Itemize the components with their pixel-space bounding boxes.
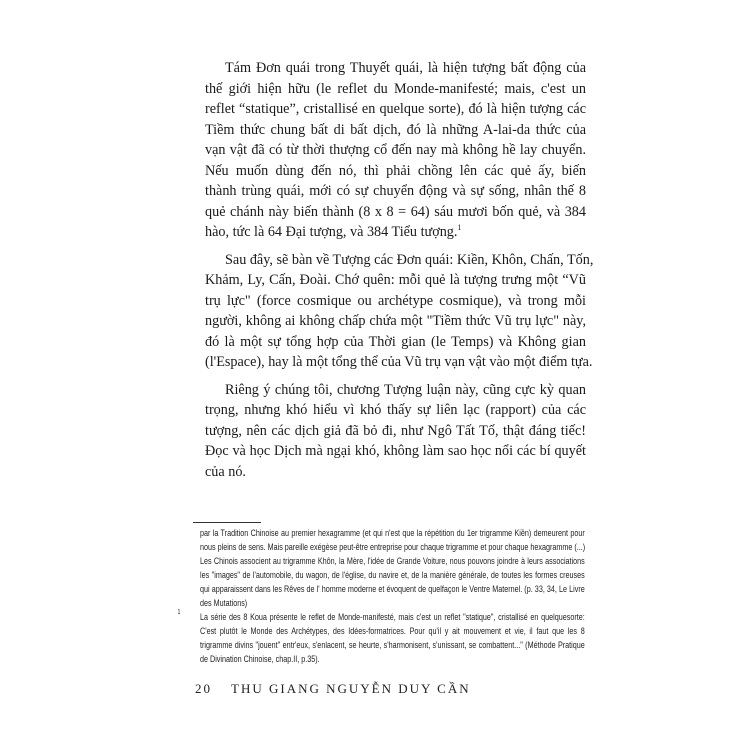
text-line: tượng, nên các dịch giả đã bỏ đi, như Ngô Tất Tố, thật đáng tiếc!	[205, 422, 586, 439]
footnote-line: les "images" de l'automobile, du wagon, de l'église, du navire et, de la manière générale, de toutes les formes creuses	[200, 570, 585, 581]
footnote-line: La série des 8 Koua présente le reflet de Monde-manifesté, mais c'est un reflet "statique", cristallisé en quelquesorte:	[200, 612, 585, 623]
text-line: Nếu muốn dùng đến nó, thì phải chồng lên các quẻ ấy, biến	[205, 162, 586, 179]
footnote-continued	[200, 527, 585, 611]
text-line: đó là một sự tổng hợp của Thời gian (le Temps) và Không gian	[205, 333, 586, 350]
footnote-divider	[193, 522, 261, 523]
footnote-mark: 1	[177, 609, 181, 616]
text-line-content: hào, tức là 64 Đại tượng, và 384 Tiểu tượng.	[205, 224, 458, 240]
text-line: quẻ chánh này biến thành (8 x 8 = 64) sáu mươi bốn quẻ, và 384	[205, 203, 586, 220]
text-line: Khảm, Ly, Cấn, Đoài. Chớ quên: mỗi quẻ là tượng trưng một “Vũ	[205, 272, 586, 288]
text-line: vạn vật đã có từ thời thượng cổ đến nay mà không hề lay chuyển.	[205, 142, 586, 158]
text-line: Sau đây, sẽ bàn về Tượng các Đơn quái: Kiền, Khôn, Chấn, Tốn,	[225, 251, 594, 268]
paragraph-1	[205, 58, 586, 243]
text-line: trọng, nhưng khó hiểu vì khó thấy sự liên lạc (rapport) của các	[205, 402, 586, 418]
text-line: Riêng ý chúng tôi, chương Tượng luận này, cũng cực kỳ quan	[225, 381, 586, 398]
text-line: của nó.	[205, 463, 246, 480]
text-line: Đọc và học Dịch mà ngại khó, không làm sao học nổi các bí quyết	[205, 443, 586, 459]
footnote-line: des Mutations)	[200, 598, 248, 609]
footnote-line: par la Tradition Chinoise au premier hexagramme (et qui n'est que la répétition du 1er trigramme Kiền) demeurent pour	[200, 528, 585, 539]
text-line: (l'Espace), hay là một tổng thể của Vũ trụ vạn vật vào một điểm tựa.	[205, 354, 593, 370]
footnotes	[177, 527, 586, 667]
footnote-line: Les Chinois associent au trigramme Khôn, la Mère, l'idée de Grande Voiture, nous pouvons joindre à leurs associations	[200, 556, 585, 567]
footnote-line: trigramme divins "jouent" entr'eux, s'enlacent, se heurte, s'harmonisent, s'unissant, se combattent..." (Méthode Pratique	[200, 640, 585, 651]
footnote-1	[177, 609, 585, 667]
text-line: thành trùng quái, mới có sự chuyển động và sự sống, nhân thế 8	[205, 183, 586, 199]
text-line: người, không ai không chấp chứa một "Tiềm thức Vũ trụ lực" này,	[205, 313, 586, 329]
paragraph-2	[205, 250, 594, 373]
footnote-line: de Divination Chinoise, chap.II, p.35).	[200, 654, 320, 665]
text-line: Tiềm thức chung bất di bất dịch, đó là những A-lai-da thức của	[205, 121, 586, 138]
text-line: trụ lực" (force cosmique ou archétype cosmique), và trong mỗi	[205, 292, 586, 309]
text-line: reflet “statique”, cristallisé en quelque sorte), đó là hiện tượng các	[205, 101, 586, 117]
body-text	[205, 58, 594, 489]
paragraph-3	[205, 380, 586, 483]
footnote-line: nous pleins de sens. Mais pareille exégèse peut-être entreprise pour chaque trigramme et pour chaque hexagramme (...)	[200, 542, 586, 553]
text-line	[205, 222, 586, 243]
page-number: 20	[195, 681, 212, 696]
page-footer	[195, 681, 471, 697]
footnote-line: qui apparaissent dans les Rêves de l' homme moderne et évoquent de quelfaçon le Ventre Maternel. (p. 33, 34, Le Livre	[200, 584, 585, 595]
text-line: thế giới hiện hữu (le reflet du Monde-manifesté; mais, c'est un	[205, 80, 586, 97]
footnote-ref: 1	[457, 223, 462, 232]
author-name: THU GIANG NGUYỄN DUY CẦN	[231, 681, 471, 696]
footnote-line: C'est plutôt le Monde des Archétypes, des Idées-formatrices. Pour qu'il y ait mouvement et vie, il faut que les 8	[200, 626, 585, 637]
text-line: Tám Đơn quái trong Thuyết quái, là hiện tượng bất động của	[225, 60, 586, 76]
